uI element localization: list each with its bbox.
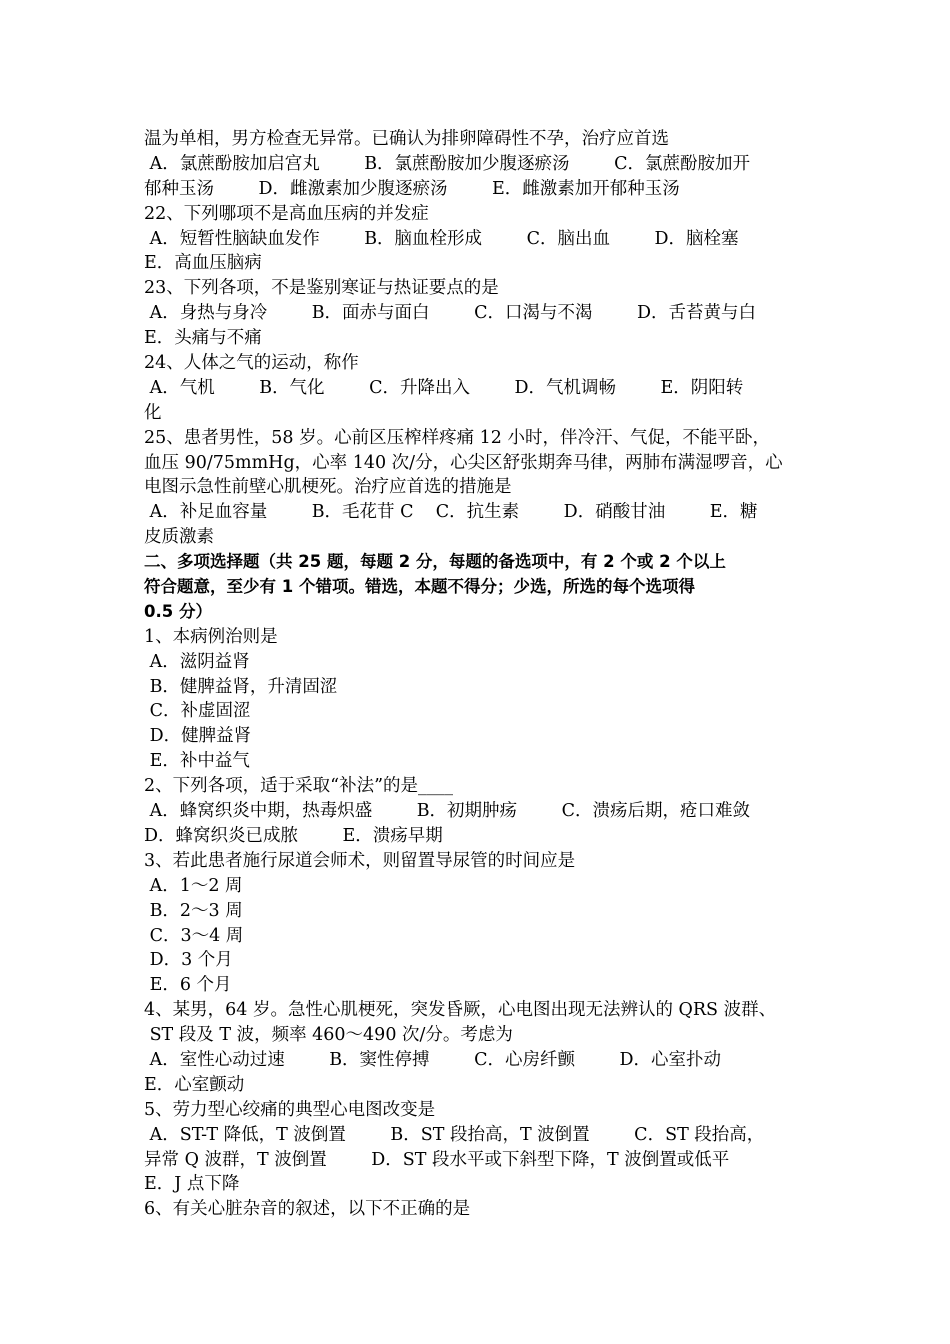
mc-question-5-options-line-2: 异常 Q 波群，T 波倒置 D．ST 段水平或下斜型下降，T 波倒置或低平 — [144, 1149, 730, 1170]
question-22-options: A．短暂性脑缺血发作 B．脑血栓形成 C．脑出血 D．脑栓塞 — [144, 228, 739, 249]
mc-question-5-options: A．ST-T 降低，T 波倒置 B．ST 段抬高，T 波倒置 C．ST 段抬高， — [144, 1124, 765, 1145]
mc-question-5-options-line-3: E．J 点下降 — [144, 1174, 240, 1195]
question-25-stem-line-2: 血压 90/75mmHg，心率 140 次/分，心尖区舒张期奔马律，两肺布满湿啰音，心 — [144, 452, 783, 473]
question-23-options-continued: E．头痛与不痛 — [144, 328, 262, 349]
question-21-stem-continued: 温为单相，男方检查无异常。已确认为排卵障碍性不孕，治疗应首选 — [144, 129, 669, 149]
mc-question-4-stem: 4、某男，64 岁。急性心肌梗死，突发昏厥，心电图出现无法辨认的 QRS 波群、 — [144, 1000, 777, 1021]
section-heading-line-3: 0.5 分） — [144, 601, 212, 621]
question-24-options: A．气机 B．气化 C．升降出入 D．气机调畅 E．阴阳转 — [144, 377, 744, 398]
mc-question-1-option-d: D．健脾益肾 — [144, 726, 252, 747]
mc-question-3-option-e: E．6 个月 — [144, 975, 232, 996]
mc-question-1-option-c: C．补虚固涩 — [144, 701, 251, 722]
mc-question-3-option-d: D．3 个月 — [144, 950, 233, 971]
mc-question-1-option-a: A．滋阴益肾 — [144, 651, 250, 672]
question-22-options-continued: E．高血压脑病 — [144, 253, 262, 274]
document-body — [144, 127, 834, 1222]
question-25-options: A．补足血容量 B．毛花苷 C C．抗生素 D．硝酸甘油 E．糖 — [144, 502, 758, 523]
mc-question-3-option-b: B．2～3 周 — [144, 900, 243, 921]
mc-question-4-stem-line-2: ST 段及 T 波，频率 460～490 次/分。考虑为 — [144, 1025, 513, 1046]
question-24-stem: 24、人体之气的运动，称作 — [144, 353, 359, 374]
mc-question-1-stem: 1、本病例治则是 — [144, 626, 278, 647]
question-25-stem: 25、患者男性，58 岁。心前区压榨样疼痛 12 小时，伴冷汗、气促，不能平卧， — [144, 427, 770, 448]
section-heading: 二、多项选择题（共 25 题，每题 2 分，每题的备选项中，有 2 个或 2 个以上 — [144, 552, 726, 572]
mc-question-3-option-a: A．1～2 周 — [144, 875, 243, 896]
mc-question-1-option-b: B．健脾益肾，升清固涩 — [144, 676, 338, 697]
mc-question-4-options: A．室性心动过速 B．窦性停搏 C．心房纤颤 D．心室扑动 — [144, 1049, 721, 1070]
question-23-options: A．身热与身冷 B．面赤与面白 C．口渴与不渴 D．舌苔黄与白 — [144, 303, 756, 324]
question-22-stem: 22、下列哪项不是高血压病的并发症 — [144, 203, 429, 224]
question-25-stem-line-3: 电图示急性前壁心肌梗死。治疗应首选的措施是 — [144, 477, 512, 498]
mc-question-2-options-continued: D．蜂窝织炎已成脓 E．溃疡早期 — [144, 825, 443, 846]
question-21-options-continued: 郁种玉汤 D．雌激素加少腹逐瘀汤 E．雌激素加开郁种玉汤 — [144, 178, 680, 199]
mc-question-3-stem: 3、若此患者施行尿道会师术，则留置导尿管的时间应是 — [144, 850, 576, 871]
mc-question-4-options-continued: E．心室颤动 — [144, 1074, 245, 1095]
question-24-options-continued: 化 — [144, 402, 162, 423]
section-heading-line-2: 符合题意，至少有 1 个错项。错选，本题不得分；少选，所选的每个选项得 — [144, 577, 695, 597]
mc-question-2-options: A．蜂窝织炎中期，热毒炽盛 B．初期肿疡 C．溃疡后期，疮口难敛 — [144, 801, 750, 822]
question-21-options: A．氯蔗酚胺加启宫丸 B．氯蔗酚胺加少腹逐瘀汤 C．氯蔗酚胺加开 — [144, 153, 750, 174]
question-23-stem: 23、下列各项，不是鉴别寒证与热证要点的是 — [144, 278, 499, 299]
mc-question-2-stem: 2、下列各项，适于采取“补法”的是____ — [144, 776, 454, 797]
mc-question-3-option-c: C．3～4 周 — [144, 925, 244, 946]
mc-question-5-stem: 5、劳力型心绞痛的典型心电图改变是 — [144, 1099, 436, 1120]
mc-question-1-option-e: E．补中益气 — [144, 751, 250, 772]
mc-question-6-stem: 6、有关心脏杂音的叙述，以下不正确的是 — [144, 1199, 471, 1220]
question-25-options-continued: 皮质激素 — [144, 527, 214, 548]
